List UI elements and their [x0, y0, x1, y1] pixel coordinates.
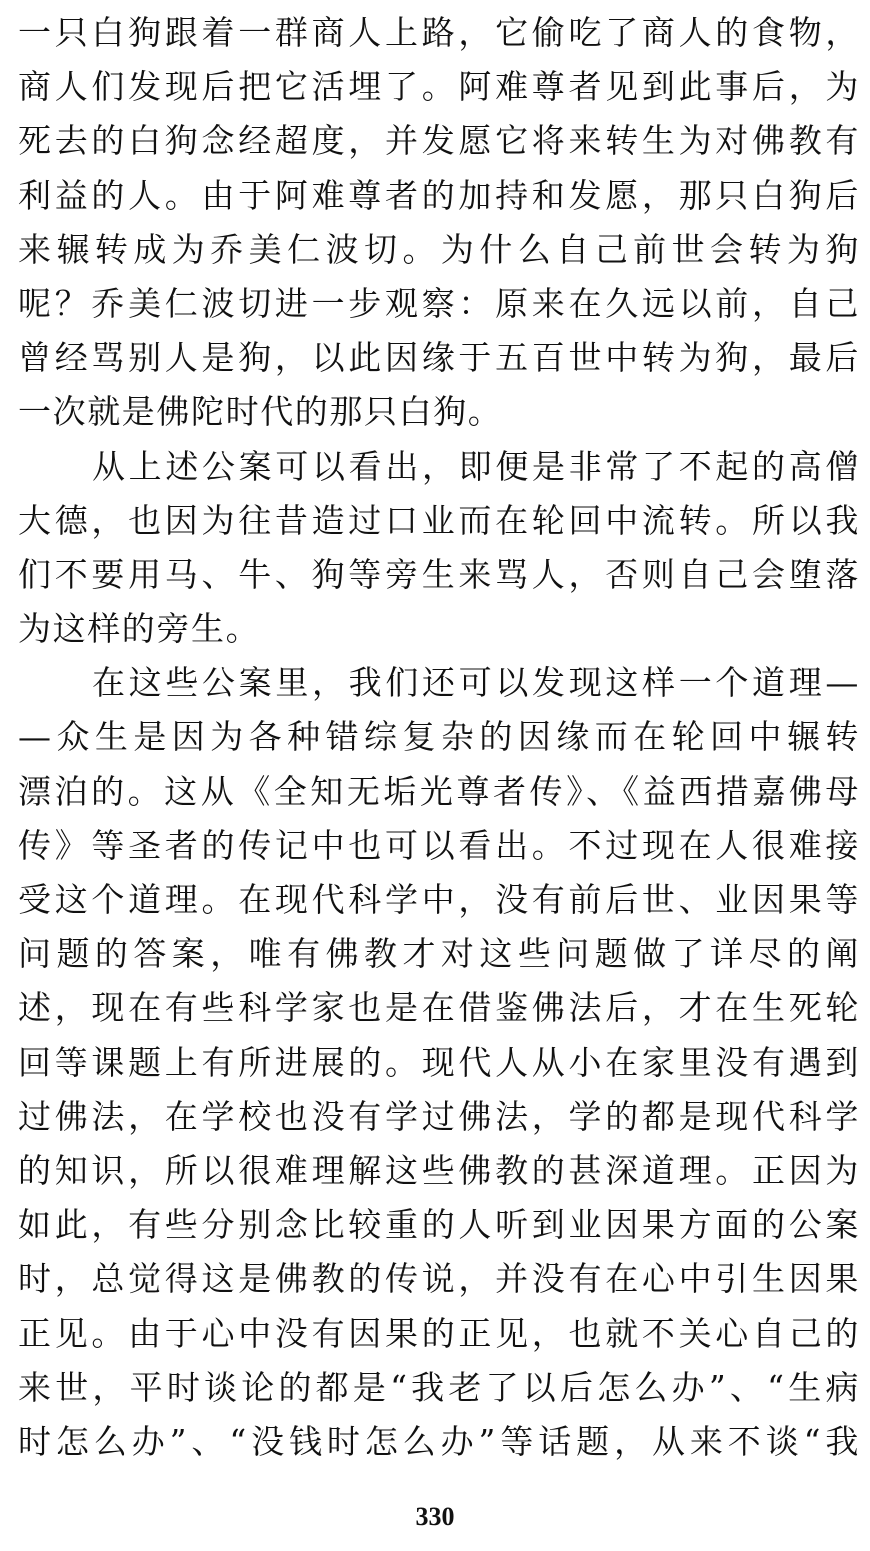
text-line: 曾经骂别人是狗，以此因缘于五百世中转为狗，最后	[18, 338, 860, 378]
text-line: 在这些公案里，我们还可以发现这样一个道理—	[92, 663, 860, 703]
text-line: 时，总觉得这是佛教的传说，并没有在心中引生因果	[18, 1259, 860, 1299]
text-line: 时怎么办”、“没钱时怎么办”等话题，从来不谈“我	[18, 1421, 860, 1461]
text-line: 来辗转成为乔美仁波切。为什么自己前世会转为狗	[18, 229, 860, 269]
text-line: 来世，平时谈论的都是“我老了以后怎么办”、“生病	[18, 1367, 860, 1407]
text-line: 正见。由于心中没有因果的正见，也就不关心自己的	[18, 1313, 860, 1353]
text-line: 传》等圣者的传记中也可以看出。不过现在人很难接	[18, 825, 860, 865]
text-line: 回等课题上有所进展的。现代人从小在家里没有遇到	[18, 1042, 860, 1082]
text-line: —众生是因为各种错综复杂的因缘而在轮回中辗转	[18, 717, 860, 757]
text-line: 呢？乔美仁波切进一步观察：原来在久远以前，自己	[18, 283, 860, 323]
text-line: 一次就是佛陀时代的那只白狗。	[18, 392, 503, 432]
text-line: 一只白狗跟着一群商人上路，它偷吃了商人的食物，	[18, 13, 860, 52]
text-line: 们不要用马、牛、狗等旁生来骂人，否则自己会堕落	[18, 554, 860, 594]
text-line: 商人们发现后把它活埋了。阿难尊者见到此事后，为	[18, 67, 860, 107]
page-number: 330	[415, 1502, 455, 1531]
text-line: 从上述公案可以看出，即便是非常了不起的高僧	[92, 446, 860, 486]
text-line: 死去的白狗念经超度，并发愿它将来转生为对佛教有	[18, 121, 860, 161]
text-line: 如此，有些分别念比较重的人听到业因果方面的公案	[18, 1205, 860, 1245]
text-line: 漂泊的。这从《全知无垢光尊者传》、《益西措嘉佛母	[18, 771, 860, 811]
text-line: 问题的答案，唯有佛教才对这些问题做了详尽的阐	[18, 934, 860, 974]
text-line: 述，现在有些科学家也是在借鉴佛法后，才在生死轮	[18, 988, 860, 1028]
body-text	[18, 6, 860, 1469]
text-line: 为这样的旁生。	[18, 609, 261, 649]
text-line: 受这个道理。在现代科学中，没有前后世、业因果等	[18, 880, 860, 919]
text-line: 大德，也因为往昔造过口业而在轮回中流转。所以我	[18, 500, 860, 540]
text-line: 利益的人。由于阿难尊者的加持和发愿，那只白狗后	[18, 175, 860, 215]
text-line: 的知识，所以很难理解这些佛教的甚深道理。正因为	[18, 1150, 860, 1190]
text-line: 过佛法，在学校也没有学过佛法，学的都是现代科学	[18, 1096, 860, 1136]
